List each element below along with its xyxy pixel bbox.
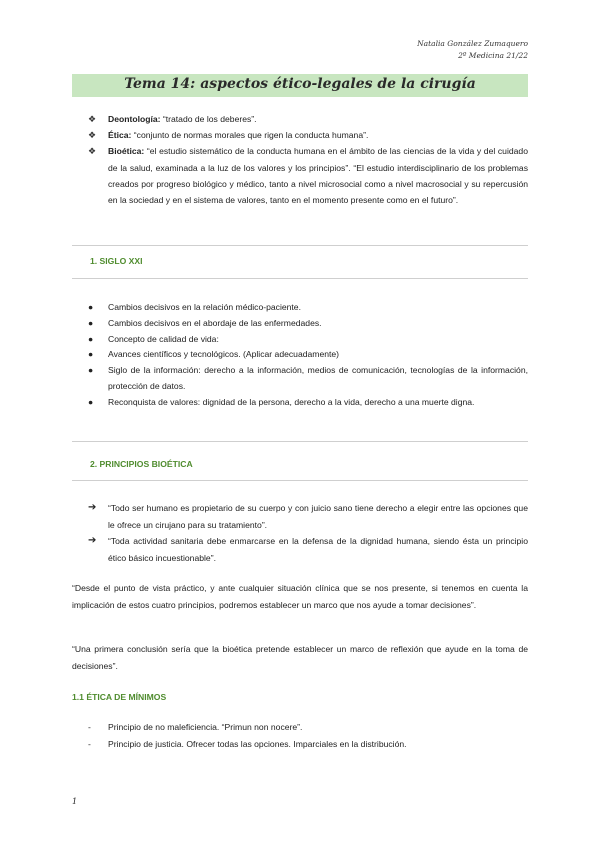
dot-bullet-icon: ● — [88, 317, 94, 328]
quote-text: “Todo ser humano es propietario de su cuerpo y con juicio sano tiene derecho a elegir entre las opciones que le ofrece un cirujano para su tratamiento”. — [108, 503, 528, 530]
definition-term: Ética: — [108, 130, 132, 141]
paragraph-conclusion: “Una primera conclusión sería que la bioética pretende establecer un marco de reflexión que ayude en la toma de decisiones”. — [72, 644, 528, 671]
dot-bullet-icon: ● — [88, 302, 94, 312]
list-item — [88, 395, 528, 411]
page-title: Tema 14: aspectos ético-legales de la cirugía — [124, 76, 476, 92]
arrow-right-icon: ➔ — [88, 535, 97, 546]
definition-text: “el estudio sistemático de la conducta humana en el ámbito de las ciencias de la vida y del cuidado de la salud, examinada a la luz de los valores y los principios”. “El estudio interdisciplinario de los problemas creados por progreso biológico y médico, tanto a nivel microsocial como a nivel macrosocial y su repercusión en la sociedad y en el sistema de valores, tanto en el momento presente como en el futuro”. — [108, 146, 528, 206]
etica-minimos-list — [88, 719, 528, 753]
dash-bullet-icon: - — [88, 722, 91, 732]
list-item-text: Cambios decisivos en el abordaje de las enfermedades. — [108, 317, 322, 328]
list-item — [88, 736, 528, 753]
definition-text: “conjunto de normas morales que rigen la conducta humana”. — [131, 130, 369, 141]
definition-item — [88, 127, 528, 143]
diamond-bullet-icon: ❖ — [88, 114, 97, 124]
list-item-text: Cambios decisivos en la relación médico-paciente. — [108, 302, 301, 312]
quotes-list — [88, 500, 528, 566]
definition-text: “tratado de los deberes”. — [160, 114, 257, 124]
definition-term: Bioética: — [108, 146, 145, 157]
definition-item — [88, 143, 528, 208]
author-name: Natalia González Zumaquero — [417, 39, 528, 48]
document-header — [417, 38, 528, 62]
dot-bullet-icon: ● — [88, 349, 94, 360]
list-item — [88, 347, 528, 363]
list-item-text: Principio de justicia. Ofrecer todas las opciones. Imparciales en la distribución. — [108, 739, 407, 749]
quote-item — [88, 533, 528, 566]
quote-text: “Toda actividad sanitaria debe enmarcarse en la defensa de la dignidad humana, siendo ésta un principio ético básico incuestionable”. — [108, 536, 528, 563]
list-item — [88, 719, 528, 736]
definitions-list — [88, 111, 528, 208]
list-item-text: Concepto de calidad de vida: — [108, 333, 219, 344]
diamond-bullet-icon: ❖ — [88, 146, 97, 157]
dot-bullet-icon: ● — [88, 365, 94, 376]
list-item — [88, 300, 528, 316]
list-item — [88, 316, 528, 332]
dot-bullet-icon: ● — [88, 333, 94, 344]
list-item-text: Siglo de la información: derecho a la información, medios de comunicación, tecnologías de la información, protección de datos. — [108, 365, 528, 391]
definition-term: Deontología: — [108, 114, 161, 124]
section-heading-principios-bioetica: 2. PRINCIPIOS BIOÉTICA — [90, 459, 193, 469]
arrow-right-icon: ➔ — [88, 502, 97, 513]
definition-item — [88, 111, 528, 127]
course-label: 2º Medicina 21/22 — [458, 51, 528, 60]
dash-bullet-icon: - — [88, 739, 91, 749]
siglo-xxi-list — [88, 300, 528, 411]
section-divider — [72, 480, 528, 481]
list-item-text: Reconquista de valores: dignidad de la persona, derecho a la vida, derecho a una muerte digna. — [108, 396, 475, 407]
section-divider — [72, 441, 528, 442]
section-divider — [72, 245, 528, 246]
dot-bullet-icon: ● — [88, 396, 94, 407]
paragraph-practical: “Desde el punto de vista práctico, y ante cualquier situación clínica que se nos presente, si tenemos en cuenta la implicación de estos cuatro principios, podremos establecer un marco que nos ayude a tomar decisiones”. — [72, 583, 528, 610]
section-heading-etica-minimos: 1.1 ÉTICA DE MÍNIMOS — [72, 692, 167, 702]
list-item-text: Principio de no maleficiencia. “Primun non nocere”. — [108, 722, 303, 732]
page-number: 1 — [72, 797, 78, 806]
section-divider — [72, 278, 528, 279]
diamond-bullet-icon: ❖ — [88, 130, 97, 141]
list-item-text: Avances científicos y tecnológicos. (Aplicar adecuadamente) — [108, 349, 340, 360]
section-heading-siglo-xxi: 1. SIGLO XXI — [90, 256, 143, 266]
list-item — [88, 363, 528, 395]
quote-item — [88, 500, 528, 533]
list-item — [88, 332, 528, 348]
